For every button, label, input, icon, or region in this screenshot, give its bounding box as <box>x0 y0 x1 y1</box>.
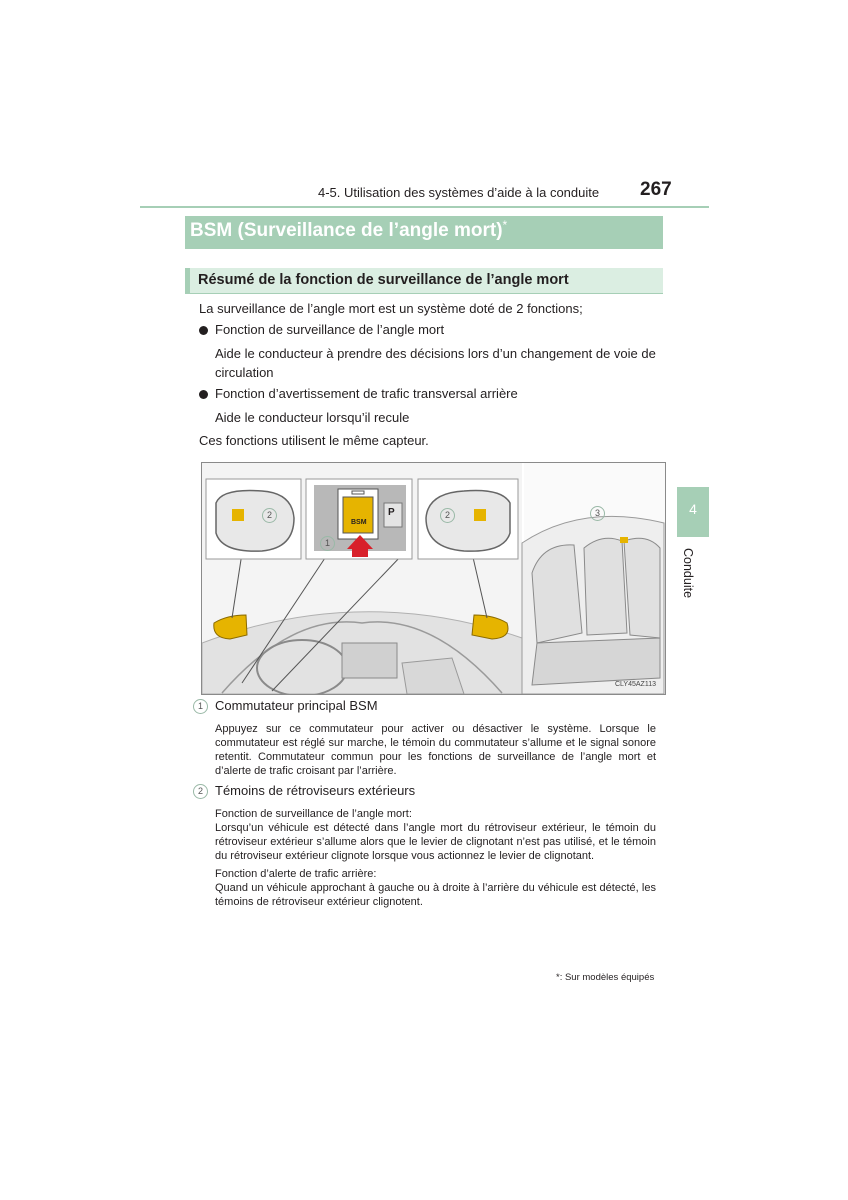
item-2-title: Témoins de rétroviseurs extérieurs <box>215 783 416 798</box>
item-2-number: 2 <box>193 784 208 799</box>
intro-text: La surveillance de l’angle mort est un système doté de 2 fonctions; <box>199 301 583 316</box>
item-1-number: 1 <box>193 699 208 714</box>
function-1-desc-line2: circulation <box>215 365 274 380</box>
item-2-block2-body: Quand un véhicule approchant à gauche ou à droite à l’arrière du véhicule est détecté, les témoins de rétroviseur extérieur clignotent. <box>215 882 656 908</box>
function-2-desc: Aide le conducteur lorsqu’il recule <box>215 410 410 425</box>
parking-switch-label: P <box>388 507 395 518</box>
callout-1: 1 <box>320 536 335 551</box>
function-1-desc-line1: Aide le conducteur à prendre des décisions lors d’un changement de voie de <box>215 346 656 361</box>
figure-code: CLY45AZ113 <box>615 681 656 688</box>
section-title-text: BSM (Surveillance de l’angle mort) <box>190 220 503 241</box>
page-number: 267 <box>640 179 672 200</box>
callout-3: 3 <box>590 506 605 521</box>
subsection-title: Résumé de la fonction de surveillance de l’angle mort <box>185 268 663 294</box>
section-title <box>185 216 663 249</box>
item-2-block2-title: Fonction d’alerte de trafic arrière: <box>215 868 377 880</box>
item-1-title: Commutateur principal BSM <box>215 698 378 713</box>
chapter-tab-label: Conduite <box>681 548 695 599</box>
chapter-tab: 4 <box>677 487 709 537</box>
bsm-switch-label: BSM <box>351 519 367 526</box>
sensor-note: Ces fonctions utilisent le même capteur. <box>199 433 429 448</box>
bsm-figure <box>201 462 666 695</box>
item-2-block1-body: Lorsqu’un véhicule est détecté dans l’angle mort du rétroviseur extérieur, le témoin du rétroviseur extérieur s’allume alors que le levier de clignotant n’est pas utilisé, et le témoin du rétroviseur extérieur clignote lorsque vous actionnez le levier de clignotant. <box>215 822 656 862</box>
function-1-title: Fonction de surveillance de l’angle mort <box>215 322 445 337</box>
chapter-header: 4-5. Utilisation des systèmes d’aide à la conduite <box>318 185 600 200</box>
asterisk-mark: * <box>502 218 508 232</box>
footnote: *: Sur modèles équipés <box>556 972 655 983</box>
bsm-illustration <box>202 463 665 694</box>
header-rule <box>140 206 709 208</box>
callout-2-left: 2 <box>262 508 277 523</box>
item-1-body-text: Appuyez sur ce commutateur pour activer ou désactiver le système. Lorsque le commutateur est réglé sur marche, le témoin du commutateur s’allume et le signal sonore retentit. Commutateur commun pour les fonctions de surveillance de l’angle mort et d’alerte de trafic croisant par l’arrière. <box>215 723 656 777</box>
item-2-block1-title: Fonction de surveillance de l’angle mort: <box>215 808 412 820</box>
callout-2-right: 2 <box>440 508 455 523</box>
item-1-body <box>215 722 656 778</box>
function-2-title: Fonction d’avertissement de trafic transversal arrière <box>215 386 518 401</box>
item-2-body <box>215 807 656 909</box>
